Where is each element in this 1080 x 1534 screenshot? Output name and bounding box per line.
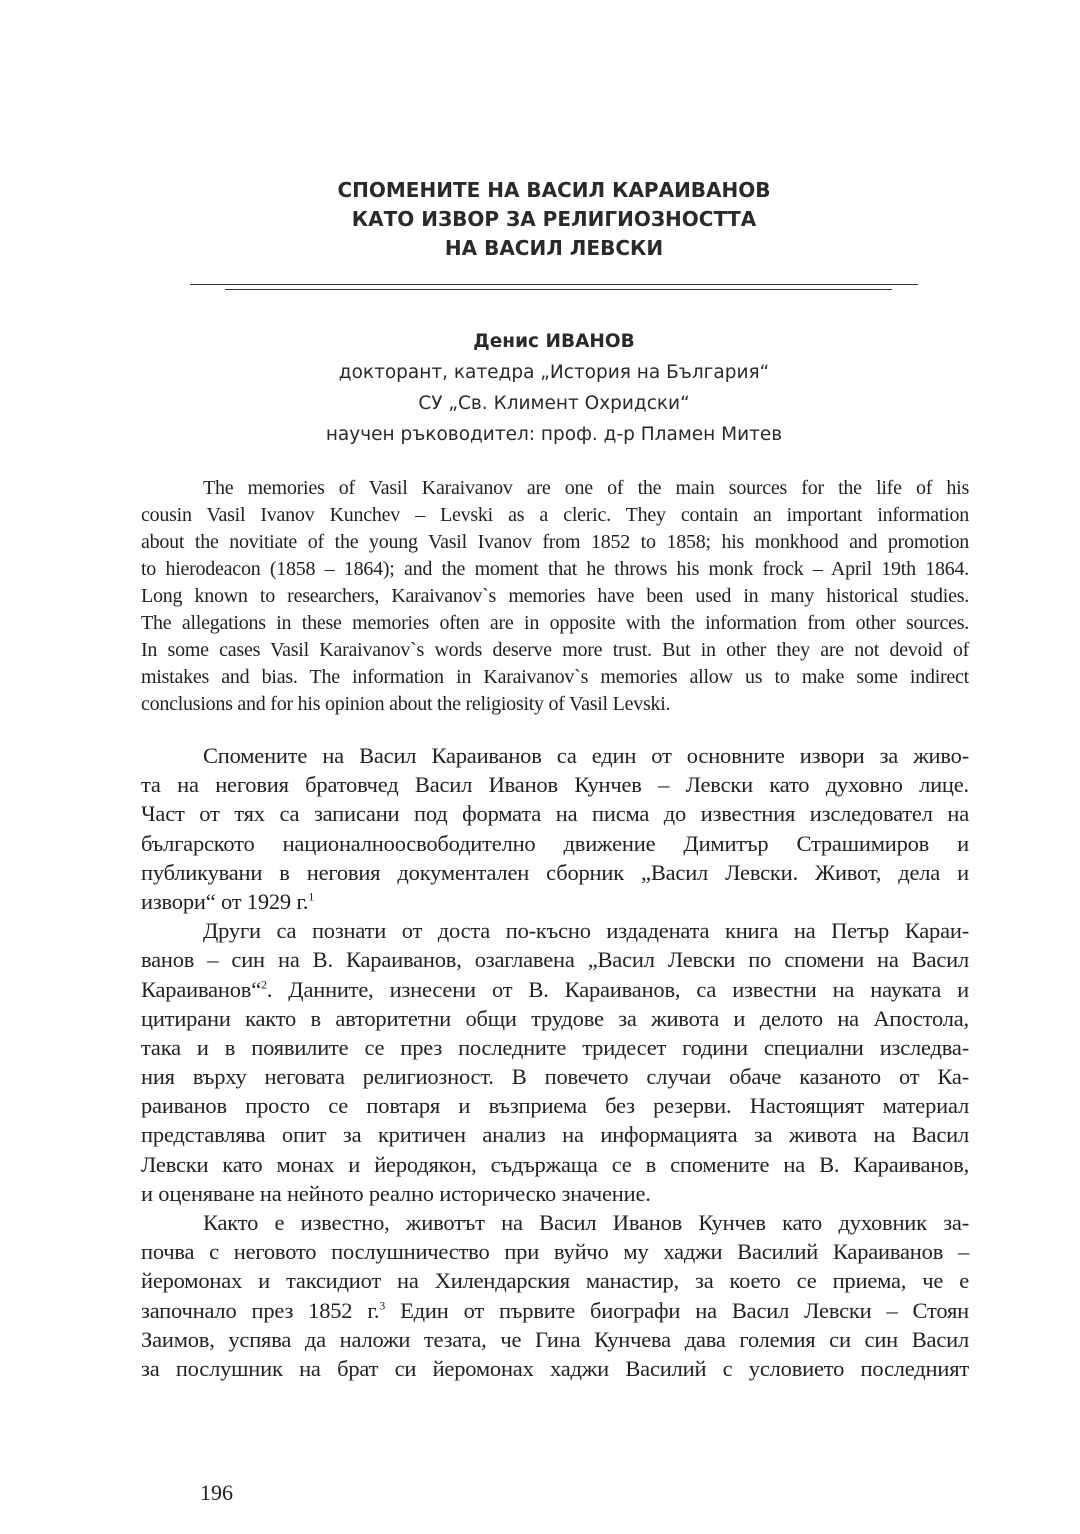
text-line: така и в появилите се през последните тридесет години специални изследва- [141, 1034, 969, 1060]
text-line: и оценяване на нейното реално историческо значение. [141, 1180, 651, 1206]
footnote-ref[interactable]: 3 [379, 1298, 386, 1313]
text-line: за послушник на брат си йеромонах хаджи Василий с условието последният [141, 1355, 969, 1381]
title-divider [225, 289, 892, 290]
footnote-ref[interactable]: 1 [308, 889, 315, 904]
text-line: ния върху неговата религиозност. В повечето случаи обаче казаното от Ка- [141, 1064, 969, 1090]
abstract-line: The memories of Vasil Karaivanov are one of the main sources for the life of his [203, 477, 969, 499]
abstract-line: about the novitiate of the young Vasil Ivanov from 1852 to 1858; his monkhood and promotion [141, 531, 969, 553]
text-line: ванов – син на В. Караиванов, озаглавена „Васил Левски по спомени на Васил [141, 947, 969, 973]
text-line: извори“ от 1929 г.$^1$ [141, 888, 315, 914]
text-line: Както е известно, животът на Васил Иванов Кунчев като духовник за- [203, 1210, 969, 1235]
author-supervisor: научен ръководител: проф. д-р Пламен Митев [325, 424, 783, 445]
page-number: 196 [200, 1480, 233, 1505]
text-line: Част от тях са записани под формата на писма до известния изследовател на [141, 801, 969, 827]
text-line: представлява опит за критичен анализ на информацията за живота на Васил [141, 1122, 969, 1148]
title-line: СПОМЕНИТЕ НА ВАСИЛ КАРАИВАНОВ [337, 178, 771, 202]
author-position: докторант, катедра „История на България“ [338, 362, 770, 383]
text-line: раиванов просто се повтаря и възприема без резерви. Настоящият материал [141, 1093, 969, 1119]
footnote-ref[interactable]: 2 [261, 977, 267, 991]
text-line: Караиванов“$^2$. Данните, изнесени от В. Караиванов, са известни на науката и [141, 976, 969, 1002]
paragraph [141, 1208, 969, 1383]
text-line: Заимов, успява да наложи тезата, че Гина Кунчева дава големия си син Васил [141, 1326, 969, 1352]
article-title [190, 176, 918, 263]
paragraph [141, 741, 969, 916]
abstract-line: conclusions and for his opinion about the religiosity of Vasil Levski. [141, 693, 671, 715]
abstract-line: mistakes and bias. The information in Karaivanov`s memories allow us to make some indirect [141, 666, 969, 688]
abstract-line: to hierodeacon (1858 – 1864); and the moment that he throws his monk frock – April 19th 1864. [141, 558, 969, 580]
author-university: СУ „Св. Климент Охридски“ [418, 393, 690, 414]
text-line: публикувани в неговия документален сборник „Васил Левски. Живот, дела и [141, 859, 969, 885]
article-body [141, 741, 969, 1383]
text-line: започнало през 1852 г.$^3$ Един от първите биографи на Васил Левски – Стоян [141, 1297, 969, 1323]
author-name: Денис ИВАНОВ [473, 331, 635, 352]
abstract-line: The allegations in these memories often are in opposite with the information from other sources. [141, 612, 969, 634]
author-block [190, 326, 918, 450]
text-line: Левски като монах и йеродякон, съдържаща се в спомените на В. Караиванов, [141, 1151, 969, 1177]
abstract-line: cousin Vasil Ivanov Kunchev – Levski as a cleric. They contain an important information [141, 504, 969, 526]
abstract-line: Long known to researchers, Karaivanov`s memories have been used in many historical studies. [141, 585, 969, 607]
paragraph [141, 916, 969, 1208]
text-line: Други са познати от доста по-късно издадената книга на Петър Караи- [203, 918, 969, 944]
text-line: българското националноосвободително движение Димитър Страшимиров и [141, 830, 969, 856]
abstract-line: In some cases Vasil Karaivanov`s words deserve more trust. But in other they are not devoid of [141, 639, 969, 661]
text-line: та на неговия братовчед Васил Иванов Кунчев – Левски като духовно лице. [141, 772, 969, 798]
text-line: цитирани както в авторитетни общи трудове за живота и делото на Апостола, [141, 1005, 969, 1031]
title-line: НА ВАСИЛ ЛЕВСКИ [444, 236, 664, 260]
text-line: почва с неговото послушничество при вуйчо му хаджи Василий Караиванов – [141, 1239, 969, 1265]
title-divider [190, 284, 918, 285]
text-line: Спомените на Васил Караиванов са един от основните извори за живо- [203, 743, 969, 768]
title-line: КАТО ИЗВОР ЗА РЕЛИГИОЗНОСТТА [351, 207, 757, 231]
text-line: йеромонах и таксидиот на Хилендарския манастир, за което се приема, че е [141, 1268, 969, 1294]
abstract [141, 475, 969, 718]
